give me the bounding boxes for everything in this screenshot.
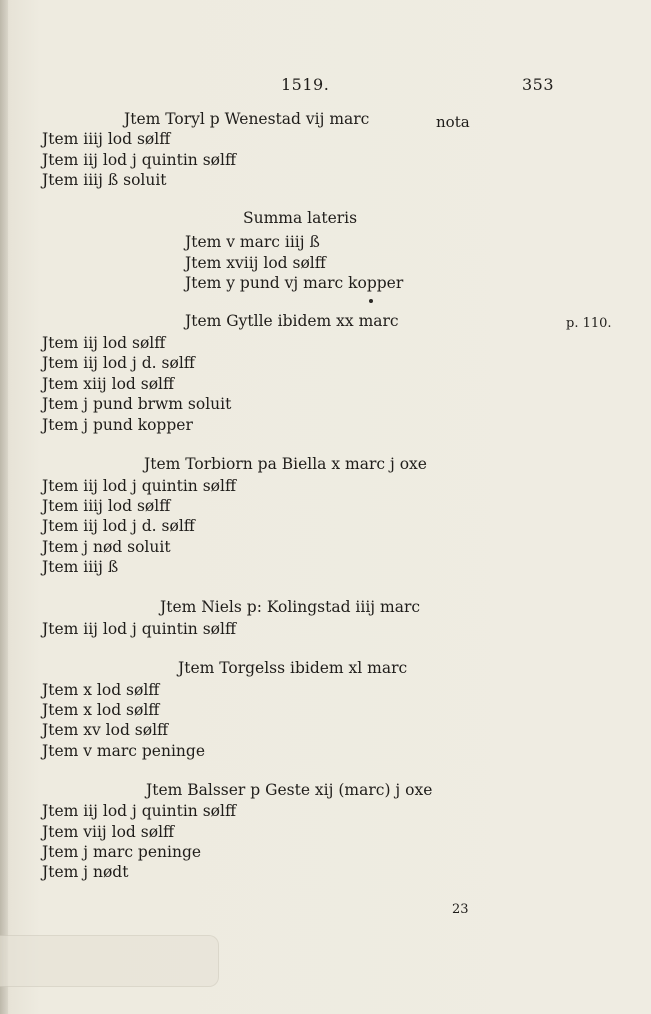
entry-line: Jtem x lod sølff [42,701,160,719]
signature-mark: 23 [452,902,469,917]
entry-line: Jtem xiij lod sølff [42,375,175,393]
entry-line: Jtem iiij ß [42,558,119,576]
entry-line: Jtem iij lod j quintin sølff [42,802,236,820]
page-stub [0,935,219,987]
section-heading: Summa lateris [243,209,358,227]
entry-line: Jtem Gytlle ibidem xx marc [185,312,399,330]
entry-line: Jtem xv lod sølff [42,721,169,739]
page-year: 1519. [281,75,330,94]
entry-line: Jtem iiij lod sølff [42,497,171,515]
entry-line: Jtem Torgelss ibidem xl marc [178,659,408,677]
entry-line: Jtem iij lod j quintin sølff [42,477,236,495]
entry-line: Jtem iiij ß soluit [42,171,167,189]
entry-line: Jtem Balsser p Geste xij (marc) j oxe [146,781,433,799]
entry-line: Jtem iij lod j d. sølff [42,354,195,372]
entry-line: Jtem viij lod sølff [42,823,175,841]
entry-line: Jtem iij lod sølff [42,334,166,352]
entry-line: Jtem j pund kopper [42,416,193,434]
binding-edge [0,0,8,1014]
entry-line: Jtem j pund brwm soluit [42,395,232,413]
entry-line: Jtem iiij lod sølff [42,130,171,148]
entry-line: Jtem Torbiorn pa Biella x marc j oxe [144,455,427,473]
entry-line: Jtem iij lod j quintin sølff [42,620,236,638]
entry-line: Jtem v marc iiij ß [185,233,320,251]
margin-note-nota: nota [436,113,470,131]
entry-line: Jtem iij lod j quintin sølff [42,151,236,169]
entry-line: Jtem xviij lod sølff [185,254,326,272]
entry-line: Jtem j nødt [42,863,129,881]
entry-line: Jtem j nød soluit [42,538,171,556]
entry-line: Jtem iij lod j d. sølff [42,517,195,535]
entry-line: Jtem j marc peninge [42,843,202,861]
entry-line: Jtem y pund vj marc kopper [185,274,404,292]
page-number: 353 [522,75,555,94]
margin-note-page-ref: p. 110. [566,316,612,331]
entry-line: Jtem Toryl p Wenestad vij marc [124,110,370,128]
entry-line: Jtem x lod sølff [42,681,160,699]
entry-line: Jtem v marc peninge [42,742,205,760]
entry-line: Jtem Niels p: Kolingstad iiij marc [160,598,421,616]
ink-dot [369,299,373,303]
